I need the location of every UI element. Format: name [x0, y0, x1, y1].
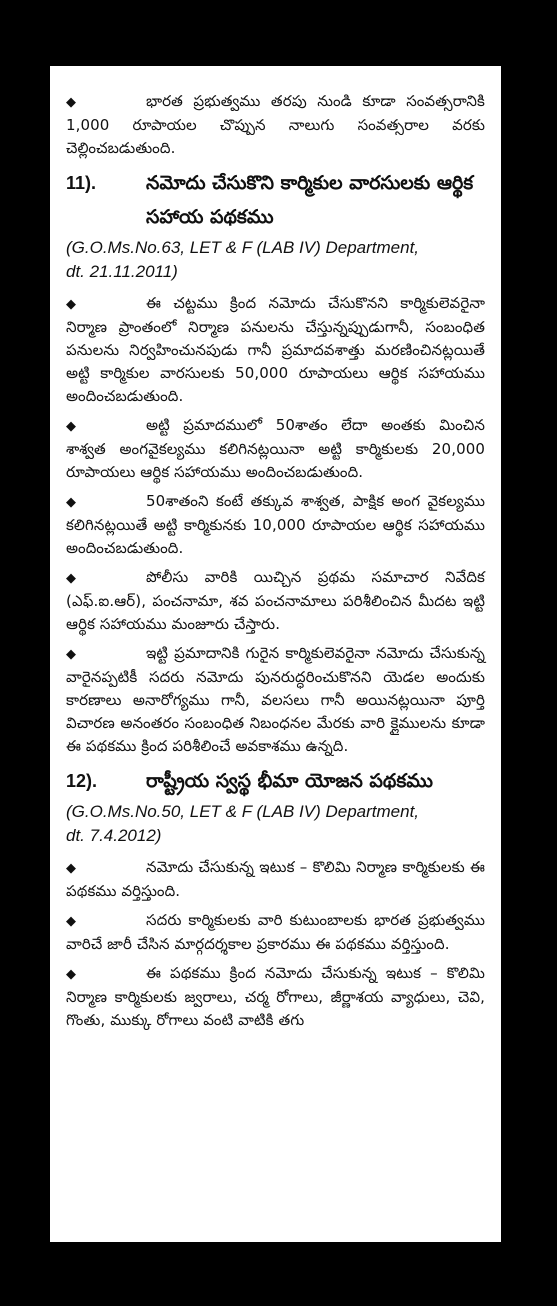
- document-page: [50, 66, 501, 1242]
- bullet-diamond-icon: ◆: [66, 914, 77, 929]
- section-11-title: నమోదు చేసుకొని కార్మికుల వారసులకు ఆర్థిక సహాయ పథకము: [146, 172, 474, 228]
- bullet-diamond-icon: ◆: [66, 419, 77, 434]
- section-11-paragraph-3-text: 50శాతంని కంటే తక్కువ శాశ్వత, పాక్షిక అంగ వైకల్యము కలిగినట్లయితే అట్టి కార్మికునకు 10,000 రూపాయల ఆర్థిక సహాయము అందించబడుతుంది.: [66, 492, 485, 557]
- section-12-paragraph-1: [66, 856, 485, 903]
- section-11-paragraph-5-text: ఇట్టి ప్రమాదానికి గురైన కార్మికులెవరైనా నమోదు చేసుకున్న వారైనప్పటికీ సదరు నమోదు పునరుద్ధరించుకొనని యెడల అందుకు కారణాలు అనారోగ్యము గానీ, వలసలు గానీ అయినట్లయినా పూర్తి విచారణ అనంతరం సంబంధిత నిబంధనల మేరకు వారి క్లైములను కూడా ఈ పథకము క్రింద పరిశీలించే అవకాశము ఉన్నది.: [66, 644, 485, 755]
- section-12-reference: [66, 800, 485, 848]
- section-12-paragraph-2-text: సదరు కార్మికులకు వారి కుటుంబాలకు భారత ప్రభుత్వము వారిచే జారీ చేసిన మార్గదర్శకాల ప్రకారము ఈ పథకము వర్తిస్తుంది.: [66, 911, 485, 953]
- intro-paragraph-1: [66, 90, 485, 160]
- section-12-title: రాష్ట్రీయ స్వస్థ భీమా యోజన పథకము: [146, 770, 433, 792]
- intro-paragraph-1-text: భారత ప్రభుత్వము తరపు నుండి కూడా సంవత్సరానికి 1,000 రూపాయల చొప్పున నాలుగు సంవత్సరాల వరకు చెల్లించబడుతుంది.: [66, 92, 485, 157]
- bullet-diamond-icon: ◆: [66, 297, 77, 312]
- section-11-reference: [66, 236, 485, 284]
- section-12-reference-line-2: dt. 7.4.2012): [66, 826, 162, 845]
- bullet-diamond-icon: ◆: [66, 861, 77, 876]
- section-12-paragraph-3: [66, 962, 485, 1032]
- bullet-diamond-icon: ◆: [66, 571, 77, 586]
- bullet-diamond-icon: ◆: [66, 647, 77, 662]
- section-12-paragraph-3-text: ఈ పథకము క్రింద నమోదు చేసుకున్న ఇటుక – కొలిమి నిర్మాణ కార్మికులకు జ్వరాలు, చర్మ రోగాలు, జీర్ణాశయ వ్యాధులు, చెవి, గొంతు, ముక్కు రోగాలు వంటి వాటికి తగు: [66, 964, 485, 1029]
- section-12-paragraph-2: [66, 909, 485, 956]
- section-12-number: 12).: [66, 771, 98, 791]
- section-11-paragraph-5: [66, 642, 485, 758]
- section-11-number: 11).: [66, 173, 97, 193]
- section-11-paragraph-1: [66, 292, 485, 408]
- section-12-reference-line-1: (G.O.Ms.No.50, LET & F (LAB IV) Department,: [66, 802, 420, 821]
- section-11-paragraph-1-text: ఈ చట్టము క్రింద నమోదు చేసుకొనని కార్మికులెవరైనా నిర్మాణ ప్రాంతంలో నిర్మాణ పనులను చేస్తున్నప్పుడుగానీ, సంబంధిత పనులను నిర్వహించునపుడు గానీ ప్రమాదవశాత్తు మరణించినట్లయితే అట్టి కార్మికుల వారసులకు 50,000 రూపాయలు ఆర్థిక సహాయము అందించబడుతుంది.: [66, 294, 485, 405]
- bullet-diamond-icon: ◆: [66, 967, 77, 982]
- bullet-diamond-icon: ◆: [66, 495, 77, 510]
- section-11-reference-line-1: (G.O.Ms.No.63, LET & F (LAB IV) Department,: [66, 238, 420, 257]
- section-11-paragraph-2-text: అట్టి ప్రమాదములో 50శాతం లేదా అంతకు మించిన శాశ్వత అంగవైకల్యము కలిగినట్లయినా అట్టి కార్మికులకు 20,000 రూపాయలు ఆర్థిక సహాయము అందించబడుతుంది.: [66, 416, 485, 481]
- section-12-paragraph-1-text: నమోదు చేసుకున్న ఇటుక – కొలిమి నిర్మాణ కార్మికులకు ఈ పథకము వర్తిస్తుంది.: [66, 858, 485, 900]
- section-11-paragraph-3: [66, 490, 485, 560]
- section-11-reference-line-2: dt. 21.11.2011): [66, 262, 178, 281]
- bullet-diamond-icon: ◆: [66, 95, 77, 110]
- section-11-paragraph-4-text: పోలీసు వారికి యిచ్చిన ప్రథమ సమాచార నివేదిక (ఎఫ్.ఐ.ఆర్), పంచనామా, శవ పంచనామాలు పరిశీలించిన మీదట ఇట్టి ఆర్థిక సహాయము మంజూరు చేస్తారు.: [66, 568, 485, 633]
- section-12-heading: [66, 764, 485, 798]
- section-11-paragraph-4: [66, 566, 485, 636]
- section-11-paragraph-2: [66, 414, 485, 484]
- section-11-heading: [66, 166, 485, 234]
